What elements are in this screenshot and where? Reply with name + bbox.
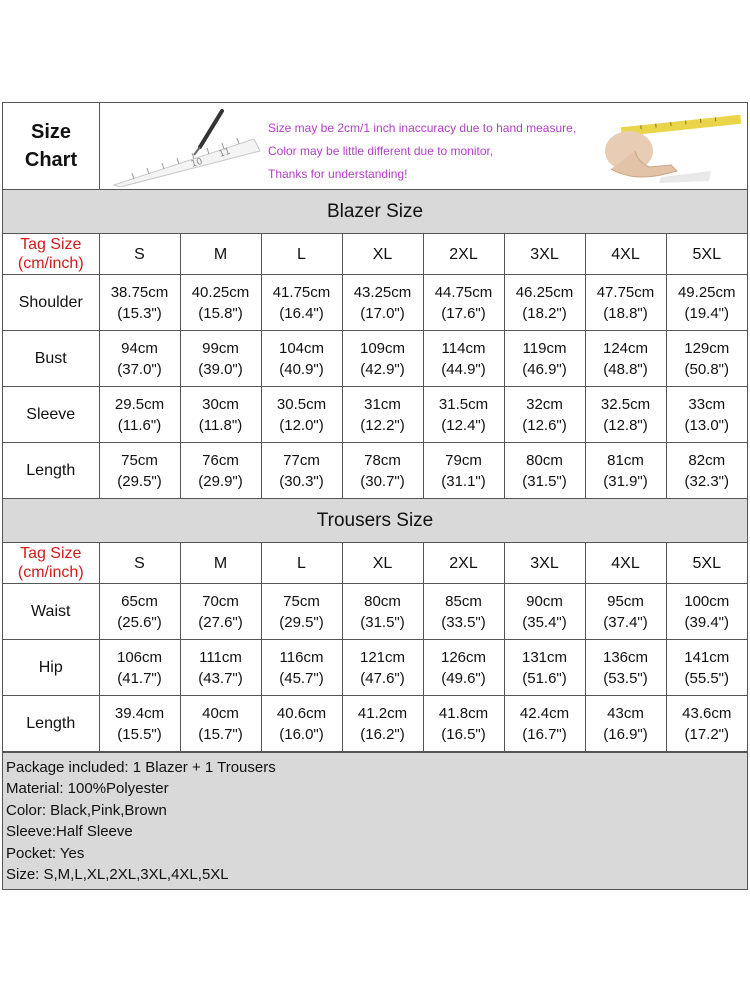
cm-value: 141cm [684,648,730,666]
blazer-size-table [3,234,747,499]
cm-value: 30.5cm [276,395,327,413]
measurement-cell [180,275,261,331]
size-header-5xl: 5XL [666,543,747,584]
measurement-row-length [3,696,747,752]
cm-value: 109cm [359,339,406,357]
ruler-mark-11: 11 [217,146,232,160]
cm-value: 100cm [684,592,730,610]
size-header-l: L [261,234,342,275]
ruler-pen-icon [104,105,264,187]
measurement-cell [423,640,504,696]
blazer-section-title: Blazer Size [3,190,747,234]
measurement-cell [504,275,585,331]
note-line: Thanks for understanding! [268,167,408,181]
measurement-cell [423,696,504,752]
size-header-4xl: 4XL [585,234,666,275]
cm-value: 43cm [607,704,644,722]
size-header-2xl: 2XL [423,234,504,275]
cm-value: 129cm [684,339,730,357]
measurement-cell [261,387,342,443]
measurement-cell [585,696,666,752]
inch-value: (18.8") [603,304,648,322]
inch-value: (29.5") [117,472,162,490]
measurement-cell [666,275,747,331]
cm-value: 81cm [607,451,644,469]
title-line-1: Size [30,121,72,143]
package-info-line: Material: 100%Polyester [6,780,169,798]
cm-value: 75cm [283,592,320,610]
inch-value: (31.1") [441,472,486,490]
inch-value: (43.7") [198,669,243,687]
inch-value: (16.0") [279,725,324,743]
measurement-cell [180,443,261,499]
measurement-cell [666,443,747,499]
cm-value: 136cm [602,648,649,666]
measurement-cell [666,584,747,640]
inch-value: (44.9") [441,360,486,378]
measurement-row-waist [3,584,747,640]
inch-value: (12.2") [360,416,405,434]
measurement-label: Shoulder [3,275,99,331]
measurement-cell [504,443,585,499]
package-info-line: Sleeve:Half Sleeve [6,823,133,841]
measurement-notes [268,117,576,186]
inch-value: (17.0") [360,304,405,322]
measurement-cell [666,331,747,387]
inch-value: (33.5") [441,613,486,631]
inch-value: (51.6") [522,669,567,687]
cm-value: 114cm [441,339,486,357]
measurement-cell [504,584,585,640]
measurement-cell [342,387,423,443]
cm-value: 30cm [202,395,239,413]
inch-value: (31.9") [603,472,648,490]
size-header-row [3,234,747,275]
cm-value: 29.5cm [114,395,165,413]
cm-value: 80cm [364,592,401,610]
inch-value: (49.6") [441,669,486,687]
cm-value: 40cm [202,704,239,722]
inch-value: (46.9") [522,360,567,378]
measurement-cell [585,640,666,696]
inch-value: (29.9") [198,472,243,490]
size-header-s: S [99,543,180,584]
measurement-cell [99,584,180,640]
size-header-3xl: 3XL [504,543,585,584]
measurement-cell [504,387,585,443]
cm-value: 116cm [279,648,324,666]
cm-value: 40.6cm [276,704,327,722]
measurement-cell [585,584,666,640]
measurement-cell [342,331,423,387]
cm-value: 65cm [121,592,158,610]
measurement-banner [100,103,747,189]
measurement-cell [180,331,261,387]
measurement-cell [342,640,423,696]
cm-value: 79cm [445,451,482,469]
measurement-cell [666,696,747,752]
cm-value: 47.75cm [596,283,655,301]
inch-value: (12.8") [603,416,648,434]
measurement-row-sleeve [3,387,747,443]
cm-value: 82cm [688,451,726,469]
measurement-label: Waist [3,584,99,640]
cm-value: 32.5cm [600,395,651,413]
inch-value: (17.6") [441,304,486,322]
cm-value: 119cm [522,339,567,357]
cm-value: 43.25cm [353,283,412,301]
inch-value: (47.6") [360,669,405,687]
cm-value: 85cm [445,592,482,610]
cm-value: 32cm [526,395,563,413]
measurement-cell [180,640,261,696]
size-chart [2,102,748,890]
measurement-cell [585,443,666,499]
measurement-cell [261,275,342,331]
inch-value: (35.4") [522,613,567,631]
measurement-cell [99,331,180,387]
cm-value: 131cm [521,648,568,666]
size-header-4xl: 4XL [585,543,666,584]
package-info-line: Pocket: Yes [6,844,85,862]
inch-value: (19.4") [684,304,729,322]
inch-value: (40.9") [279,360,324,378]
cm-value: 41.2cm [357,704,408,722]
package-info-line: Package included: 1 Blazer + 1 Trousers [6,759,276,776]
measurement-cell [180,584,261,640]
cm-value: 39.4cm [114,704,165,722]
inch-value: (15.7") [198,725,243,743]
cm-value: 78cm [364,451,401,469]
measurement-cell [504,696,585,752]
cm-value: 104cm [278,339,325,357]
inch-value: (11.8") [198,416,243,434]
inch-value: (15.5") [117,725,162,743]
measurement-cell [342,584,423,640]
cm-value: 38.75cm [110,283,169,301]
measurement-label: Length [3,696,99,752]
size-header-m: M [180,234,261,275]
measurement-cell [261,696,342,752]
size-header-m: M [180,543,261,584]
cm-value: 41.8cm [438,704,489,722]
package-info [3,752,747,889]
cm-value: 43.6cm [682,704,732,722]
measurement-cell [423,331,504,387]
note-line: Color may be little different due to monitor, [268,144,494,158]
title-line-2: Chart [24,149,78,171]
cm-value: 77cm [283,451,320,469]
cm-value: 44.75cm [434,283,493,301]
inch-value: (27.6") [198,613,243,631]
measurement-cell [666,387,747,443]
size-header-s: S [99,234,180,275]
cm-value: 49.25cm [677,283,736,301]
size-chart-header [3,103,747,190]
inch-value: (30.3") [279,472,324,490]
measurement-row-length [3,443,747,499]
size-header-xl: XL [342,234,423,275]
measurement-cell [342,275,423,331]
measurement-cell [99,640,180,696]
cm-value: 111cm [199,648,242,666]
inch-value: (16.9") [603,725,648,743]
cm-value: 106cm [116,648,163,666]
cm-value: 90cm [526,592,563,610]
inch-value: (53.5") [603,669,648,687]
measurement-cell [261,584,342,640]
size-header-3xl: 3XL [504,234,585,275]
cm-value: 33cm [688,395,726,413]
hand-tape-icon [591,111,741,183]
measurement-cell [585,275,666,331]
measurement-cell [342,443,423,499]
cm-value: 41.75cm [272,283,331,301]
inch-value: (30.7") [360,472,405,490]
inch-value: (31.5") [522,472,567,490]
cm-value: 31cm [364,395,401,413]
inch-value: (50.8") [684,360,729,378]
cm-value: 76cm [202,451,239,469]
cm-value: 75cm [121,451,158,469]
inch-value: (37.0") [117,360,162,378]
measurement-label: Length [3,443,99,499]
inch-value: (29.5") [279,613,324,631]
measurement-cell [99,696,180,752]
inch-value: (32.3") [684,472,729,490]
inch-value: (39.0") [198,360,243,378]
measurement-cell [99,387,180,443]
measurement-cell [504,331,585,387]
measurement-row-bust [3,331,747,387]
measurement-cell [180,696,261,752]
inch-value: (11.6") [117,416,162,434]
inch-value: (45.7") [279,669,324,687]
measurement-cell [261,640,342,696]
cm-value: 31.5cm [438,395,489,413]
inch-value: (37.4") [603,613,648,631]
measurement-cell [423,387,504,443]
tag-size-label: Tag Size (cm/inch) [3,234,99,275]
size-header-2xl: 2XL [423,543,504,584]
size-header-xl: XL [342,543,423,584]
inch-value: (31.5") [360,613,405,631]
inch-value: (17.2") [684,725,729,743]
inch-value: (39.4") [684,613,729,631]
measurement-cell [423,275,504,331]
inch-value: (12.4") [441,416,486,434]
inch-value: (41.7") [117,669,162,687]
package-info-line: Size: S,M,L,XL,2XL,3XL,4XL,5XL [6,866,229,884]
cm-value: 42.4cm [519,704,570,722]
inch-value: (15.8") [198,304,243,322]
measurement-cell [342,696,423,752]
measurement-cell [504,640,585,696]
cm-value: 124cm [602,339,649,357]
inch-value: (25.6") [117,613,162,631]
size-header-5xl: 5XL [666,234,747,275]
measurement-row-hip [3,640,747,696]
measurement-cell [585,387,666,443]
cm-value: 70cm [202,592,239,610]
cm-value: 46.25cm [515,283,574,301]
trousers-section-title: Trousers Size [3,499,747,543]
cm-value: 40.25cm [191,283,250,301]
tag-size-label: Tag Size (cm/inch) [3,543,99,584]
inch-value: (42.9") [360,360,405,378]
inch-value: (48.8") [603,360,648,378]
package-info-line: Color: Black,Pink,Brown [6,801,167,819]
measurement-label: Sleeve [3,387,99,443]
size-header-l: L [261,543,342,584]
cm-value: 121cm [359,648,406,666]
measurement-cell [99,443,180,499]
inch-value: (13.0") [684,416,729,434]
ruler-mark-10: 10 [189,156,204,170]
size-chart-title [3,103,100,189]
trousers-size-table [3,543,747,752]
measurement-label: Hip [3,640,99,696]
measurement-cell [423,443,504,499]
measurement-cell [261,331,342,387]
inch-value: (12.6") [522,416,567,434]
measurement-cell [666,640,747,696]
inch-value: (16.5") [441,725,486,743]
measurement-row-shoulder [3,275,747,331]
inch-value: (16.4") [279,304,324,322]
inch-value: (18.2") [522,304,567,322]
measurement-cell [99,275,180,331]
measurement-cell [180,387,261,443]
measurement-cell [585,331,666,387]
inch-value: (12.0") [279,416,324,434]
cm-value: 94cm [121,339,158,357]
measurement-cell [423,584,504,640]
inch-value: (16.2") [360,725,405,743]
inch-value: (15.3") [117,304,162,322]
measurement-cell [261,443,342,499]
cm-value: 95cm [607,592,644,610]
cm-value: 126cm [440,648,487,666]
note-line: Size may be 2cm/1 inch inaccuracy due to hand measure, [268,121,577,135]
cm-value: 80cm [526,451,563,469]
inch-value: (55.5") [684,669,729,687]
cm-value: 99cm [202,339,239,357]
inch-value: (16.7") [522,725,567,743]
measurement-label: Bust [3,331,99,387]
size-header-row [3,543,747,584]
